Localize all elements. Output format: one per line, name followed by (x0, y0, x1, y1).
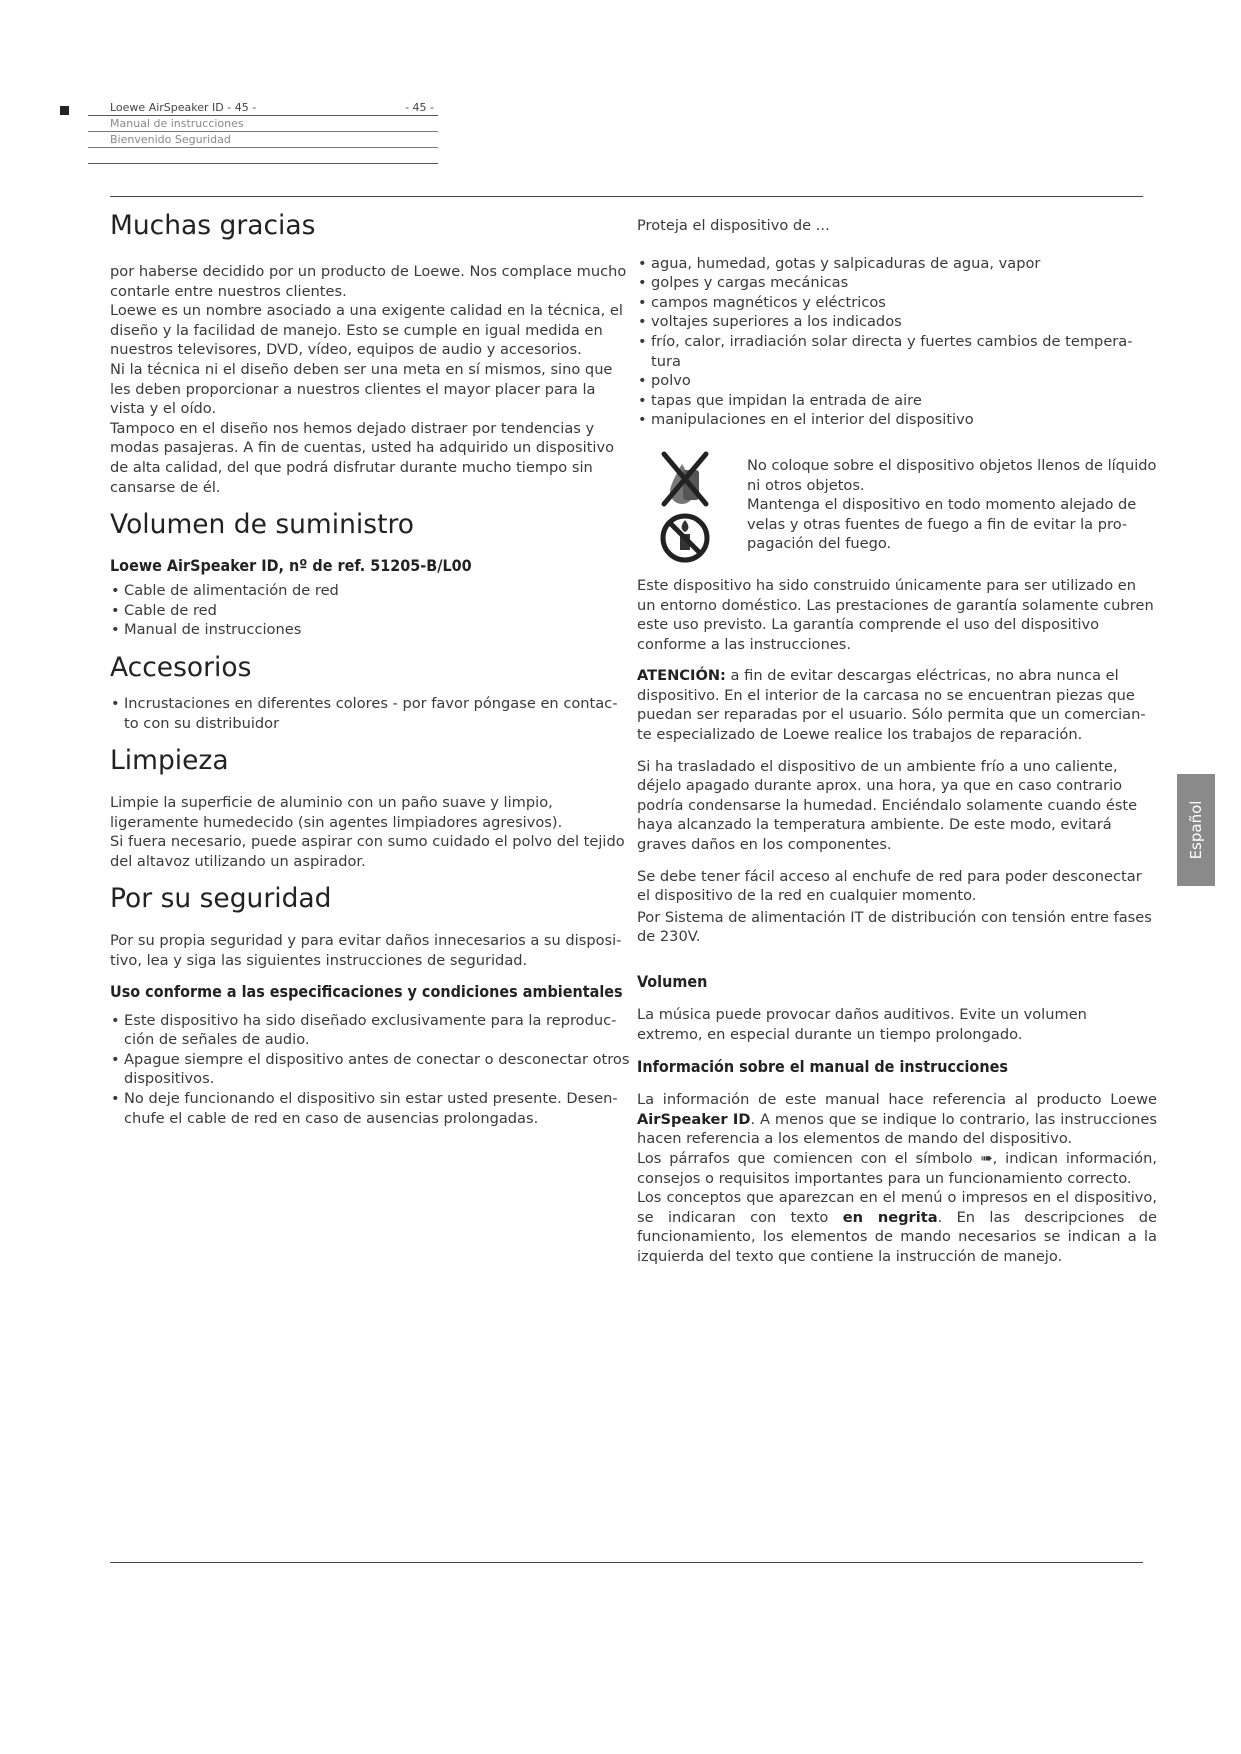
list-item: • Cable de red (110, 601, 630, 621)
list-item: • Manual de instrucciones (110, 620, 630, 640)
use-list (110, 1011, 630, 1129)
use-subheading: Uso conforme a las especificaciones y condiciones ambientales (110, 981, 623, 1001)
info-paragraph (637, 1149, 1157, 1188)
list-item: • Cable de alimentación de red (110, 581, 630, 601)
page-header (88, 100, 438, 164)
list-item: • voltajes superiores a los indicados (637, 312, 1157, 332)
volume-heading: Volumen (637, 972, 708, 991)
language-tab-label: Español (1187, 800, 1205, 860)
supply-heading: Volumen de suministro (110, 509, 414, 541)
cleaning-text (110, 793, 630, 871)
header-page-number: - 45 - (405, 101, 434, 114)
accessories-heading: Accesorios (110, 651, 252, 683)
list-item: • No deje funcionando el dispositivo sin estar usted presente. Desen-chufe el cable de red en caso de ausencias prolongadas. (110, 1089, 630, 1128)
cleaning-paragraph: Limpie la superficie de aluminio con un paño suave y limpio, ligeramente humedecido (sin agentes limpiadores agresivos). (110, 794, 563, 831)
info-heading: Información sobre el manual de instrucciones (637, 1057, 1008, 1077)
thanks-text (110, 262, 630, 497)
header-product-text: Loewe AirSpeaker ID - 45 - (110, 101, 257, 114)
no-liquids-note: No coloque sobre el dispositivo objetos llenos de líquido ni otros objetos. (747, 456, 1157, 494)
list-item: • agua, humedad, gotas y salpicaduras de agua, vapor (637, 254, 1157, 274)
list-item: • Este dispositivo ha sido diseñado exclusivamente para la reproduc-ción de señales de audio. (110, 1011, 630, 1050)
product-name-bold: AirSpeaker ID (637, 1110, 751, 1128)
warning-paragraph (637, 666, 1157, 744)
list-item: • Incrustaciones en diferentes colores - por favor póngase en contac-to con su distribuidor (110, 694, 630, 733)
info-text-part: Los conceptos que aparezcan en el menú o impresos en el dispositivo, se indicaran con texto (637, 1189, 1157, 1226)
right-column (637, 216, 1157, 1267)
list-item: • campos magnéticos y eléctricos (637, 293, 1157, 313)
thanks-paragraph: Tampoco en el diseño nos hemos dejado distraer por tendencias y modas pasajeras. A fin de cuentas, usted ha adquirido un dispositivo de alta calidad, del que podrá disfrutar durante mucho tiempo sin cansarse de él. (110, 419, 615, 496)
thanks-paragraph: Loewe es un nombre asociado a una exigente calidad en la técnica, el diseño y la facilidad de manejo. Esto se cumple en igual medida en nuestros televisores, DVD, vídeo, equipos de audio y accesorios. (110, 302, 623, 359)
info-text-part: La información de este manual hace referencia al producto Loewe (637, 1091, 1157, 1109)
left-column (110, 210, 630, 1128)
info-text-part: . En las descripciones de funcionamiento, los elementos de mando necesarios se indican a la izquierda del texto que contiene la instrucción de manejo. (637, 1208, 1157, 1265)
info-text-part: , indican información, consejos o requisitos importantes para un funcionamiento correcto. (637, 1149, 1158, 1187)
accessories-list (110, 694, 630, 733)
safety-heading: Por su seguridad (110, 883, 332, 915)
header-section: Bienvenido Seguridad (88, 132, 438, 148)
cleaning-heading: Limpieza (110, 745, 229, 777)
safety-text: Por su propia seguridad y para evitar daños innecesarios a su disposi-tivo, lea y siga las siguientes instrucciones de seguridad. (110, 932, 622, 970)
info-paragraph (637, 1090, 1157, 1149)
list-item: • frío, calor, irradiación solar directa y fuertes cambios de tempera-tura (637, 332, 1157, 371)
thanks-paragraph: por haberse decidido por un producto de Loewe. Nos complace mucho contarle entre nuestros clientes. (110, 263, 627, 300)
info-text (637, 1090, 1157, 1266)
protect-list (637, 254, 1157, 430)
icon-notes (747, 456, 1157, 554)
warning-text: a fin de evitar descargas eléctricas, no abra nunca el dispositivo. En el interior de la carcasa no se encuentran piezas que puedan ser reparadas por el usuario. Sólo permita que un comercian-te especializado de Loewe realice los trabajos de reparación. (637, 667, 1146, 744)
info-paragraph (637, 1188, 1157, 1266)
list-item: • manipulaciones en el interior del dispositivo (637, 410, 1157, 430)
header-bullet (60, 106, 69, 115)
list-item: • tapas que impidan la entrada de aire (637, 391, 1157, 411)
info-text-part: Los párrafos que comiencen con el símbolo (637, 1149, 973, 1167)
list-item: • Apague siempre el dispositivo antes de conectar o desconectar otros dispositivos. (110, 1050, 630, 1089)
info-text-part: . A menos que se indique lo contrario, las instrucciones hacen referencia a los elementos de mando del dispositivo. (637, 1110, 1157, 1148)
header-empty-row (88, 148, 438, 164)
list-item: • polvo (637, 371, 1157, 391)
warning-label: ATENCIÓN: (637, 667, 726, 685)
protect-intro: Proteja el dispositivo de ... (637, 217, 830, 234)
top-rule (110, 196, 1143, 197)
language-tab (1177, 774, 1215, 886)
volume-text: La música puede provocar daños auditivos. Evite un volumen extremo, en especial durante un tiempo prolongado. (637, 1006, 1087, 1043)
bold-example: en negrita (842, 1208, 938, 1226)
supply-list (110, 581, 630, 640)
arrow-symbol-icon: ➠ (980, 1149, 993, 1167)
supply-subheading: Loewe AirSpeaker ID, nº de ref. 51205-B/L00 (110, 556, 472, 576)
thanks-heading: Muchas gracias (110, 210, 316, 241)
moved-text: Si ha trasladado el dispositivo de un ambiente frío a uno caliente, déjelo apagado durante aprox. una hora, ya que en caso contrario podría condensarse la humedad. Enciéndalo solamente cuando éste haya alcanzado la temperatura ambiente. De este modo, evitará graves daños en los componentes. (637, 757, 1138, 854)
power-system-text: Por Sistema de alimentación IT de distribución con tensión entre fases de 230V. (637, 908, 1152, 946)
list-item: • golpes y cargas mecánicas (637, 273, 1157, 293)
bottom-rule (110, 1562, 1143, 1563)
cleaning-paragraph: Si fuera necesario, puede aspirar con sumo cuidado el polvo del tejido del altavoz utilizando un aspirador. (110, 833, 625, 870)
header-manual: Manual de instrucciones (88, 116, 438, 132)
no-fire-note: Mantenga el dispositivo en todo momento alejado de velas y otras fuentes de fuego a fin de evitar la pro-pagación del fuego. (747, 496, 1137, 553)
thanks-paragraph: Ni la técnica ni el diseño deben ser una meta en sí mismos, sino que les deben proporcionar a nuestros clientes el mayor placer para la vista y el oído. (110, 360, 613, 418)
header-product (88, 100, 438, 116)
domestic-text: Este dispositivo ha sido construido únicamente para ser utilizado en un entorno doméstico. Las prestaciones de garantía solamente cubren este uso previsto. La garantía comprende el uso del dispositivo conforme a las instrucciones. (637, 576, 1154, 653)
plug-text: Se debe tener fácil acceso al enchufe de red para poder desconectar el dispositivo de la red en cualquier momento. (637, 867, 1142, 905)
